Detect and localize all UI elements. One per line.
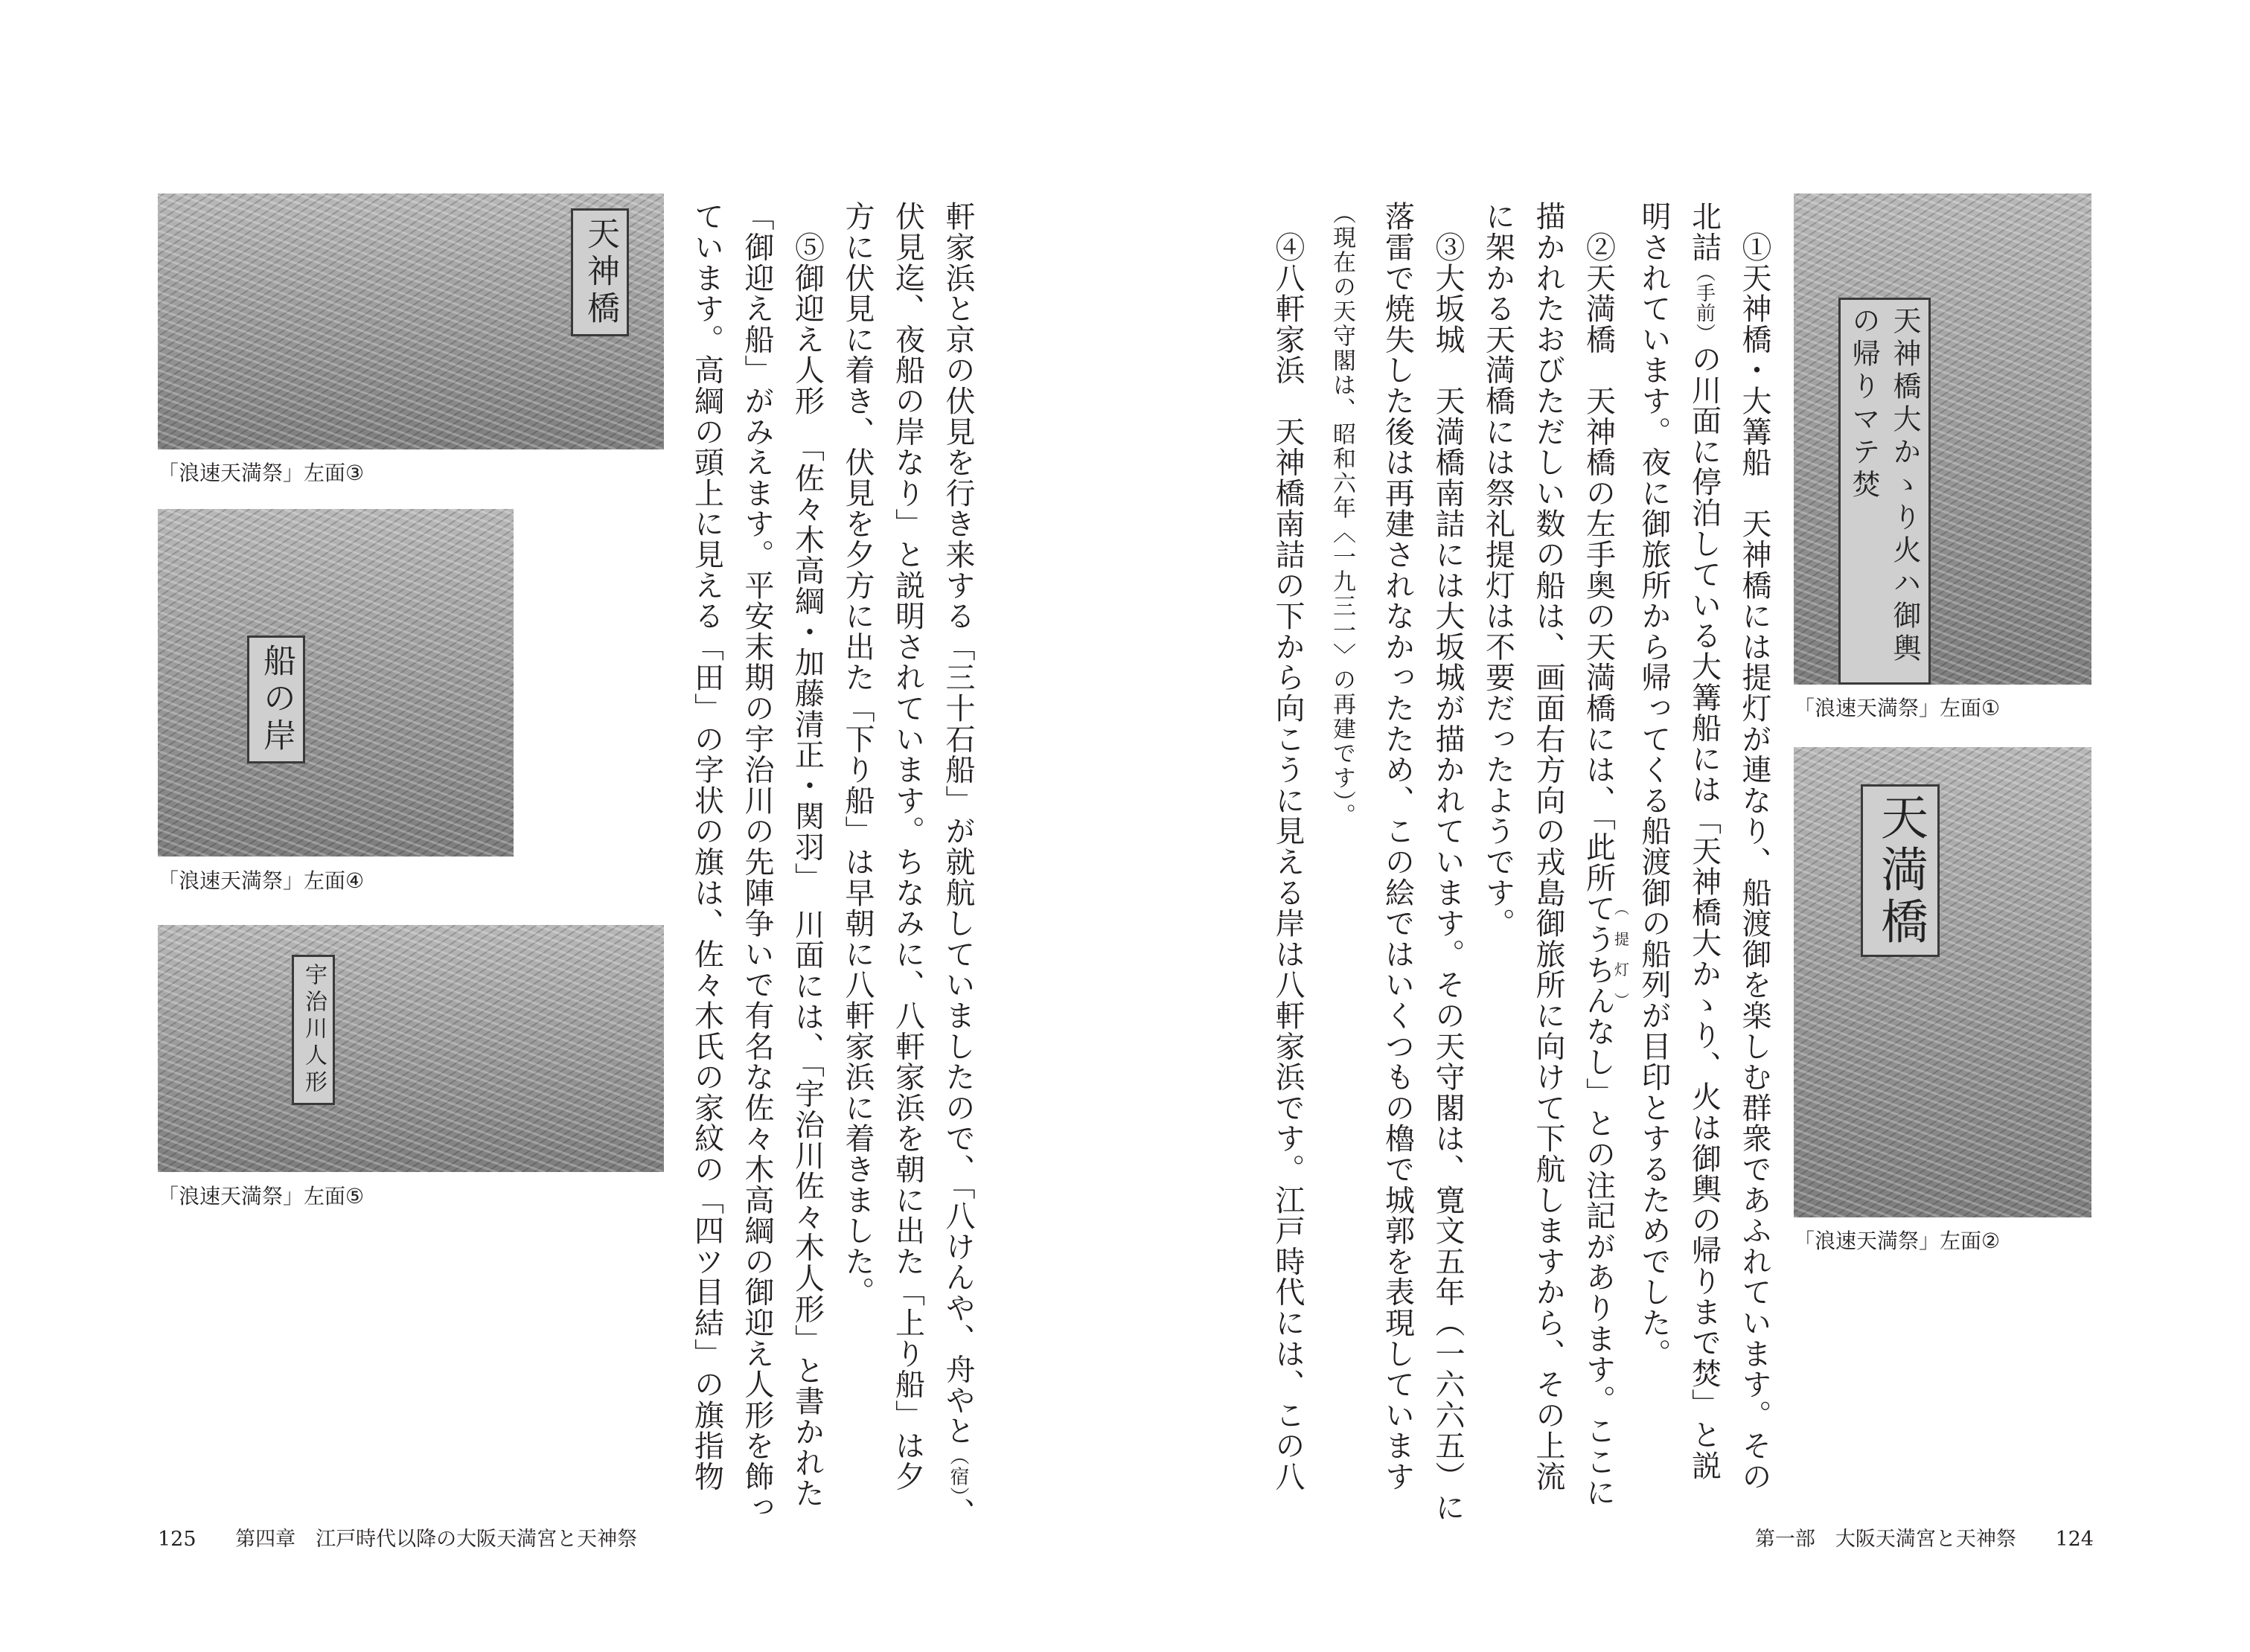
text-line: ⑤御迎え人形 「佐々木高綱・加藤清正・関羽」 川面には、「宇治川佐々木人形」と書かれた bbox=[790, 201, 825, 1509]
figure-sign-text: 船の岸 bbox=[247, 635, 305, 763]
figure-image-2 bbox=[1794, 747, 2091, 1217]
text-line: 明されています。夜に御旅所から帰ってくる船渡御の船列が目印とするためでした。 bbox=[1637, 201, 1671, 1369]
text-segment: 軒家浜と京の伏見を行き来する「三十石船」が就航していましたので、「八けんや、舟やと bbox=[941, 201, 975, 1447]
text-line: 落雷で焼失した後は再建されなかったため、この絵ではいくつもの櫓で城郭を表現しています bbox=[1380, 201, 1415, 1492]
text-line: 伏見迄、夜船の岸なり」と説明されています。ちなみに、八軒家浜を朝に出た「上り船」は夕 bbox=[890, 201, 925, 1492]
page-number: 124 bbox=[2055, 1528, 2094, 1551]
ruby-text: （提灯） bbox=[1611, 892, 1630, 1017]
chapter-title: 第四章 江戸時代以降の大阪天満宮と天神祭 bbox=[235, 1528, 638, 1551]
text-segment: の川面に停泊している大篝船には「天神橋大かゝり、火は御輿の帰りまで焚」と説 bbox=[1687, 343, 1722, 1481]
note-line: （現在の天守閣は、昭和六年〈一九三一〉の再建です）。 bbox=[1329, 201, 1355, 828]
text-line: ④八軒家浜 天神橋南詰の下から向こうに見える岸は八軒家浜です。江戸時代には、この八 bbox=[1271, 201, 1305, 1492]
page-number: 125 bbox=[158, 1528, 196, 1551]
figure-sign-text: 天神橋大かゝり火ハ御輿の帰りマテ焚 bbox=[1838, 298, 1931, 685]
figure-image-3 bbox=[158, 193, 664, 449]
text-line: に架かる天満橋には祭礼提灯は不要だったようです。 bbox=[1480, 201, 1515, 939]
text-segment: ②天満橋 天神橋の左手奥の天満橋には、「此所 bbox=[1581, 201, 1616, 893]
figure-sign-text: 天満橋 bbox=[1861, 784, 1940, 957]
text-segment: なし」との注記があります。ここに bbox=[1581, 1016, 1616, 1508]
part-title: 第一部 大阪天満宮と天神祭 bbox=[1754, 1528, 2016, 1551]
text-line: ています。高綱の頭上に見える「田」の字状の旗は、佐々木氏の家紋の「四ツ目結」の旗指物 bbox=[689, 201, 724, 1492]
figure-caption: 「浪速天満祭」左面① bbox=[1794, 696, 2001, 720]
figure-caption: 「浪速天満祭」左面⑤ bbox=[158, 1184, 365, 1208]
annotation: （手前） bbox=[1693, 262, 1716, 344]
text-line bbox=[1678, 201, 1729, 1499]
figure-image-1 bbox=[1794, 193, 2091, 685]
left-page-footer bbox=[158, 1523, 637, 1552]
figure-image-5 bbox=[158, 925, 664, 1172]
text-line: 方に伏見に着き、伏見を夕方に出た「下り船」は早朝に八軒家浜に着きました。 bbox=[840, 201, 875, 1307]
text-line: 「御迎え船」がみえます。平安末期の宇治川の先陣争いで有名な佐々木高綱の御迎え人形を飾っ bbox=[740, 201, 774, 1523]
annotation: （宿） bbox=[947, 1446, 969, 1498]
ruby-annotation bbox=[1581, 892, 1630, 1017]
figure-image-4 bbox=[158, 509, 514, 857]
figure-sign-text: 天神橋 bbox=[571, 208, 629, 336]
figure-caption: 「浪速天満祭」左面③ bbox=[158, 461, 365, 485]
right-page-footer bbox=[1755, 1523, 2094, 1552]
left-page-body-text bbox=[681, 201, 982, 1528]
figure-caption: 「浪速天満祭」左面④ bbox=[158, 868, 365, 893]
text-segment: 、 bbox=[941, 1497, 975, 1528]
ruby-base: てうちん bbox=[1581, 892, 1616, 1017]
text-line: 描かれたおびただしい数の船は、画面右方向の戎島御旅所に向けて下航しますから、その上流 bbox=[1531, 201, 1565, 1492]
text-segment: 北詰 bbox=[1687, 201, 1722, 263]
text-line: ③大坂城 天満橋南詰には大坂城が描かれています。その天守閣は、寛文五年（一六六五）に bbox=[1431, 201, 1465, 1523]
text-line bbox=[1573, 201, 1630, 1508]
right-page-body-text bbox=[1262, 201, 1780, 1523]
figure-caption: 「浪速天満祭」左面② bbox=[1794, 1229, 2001, 1253]
text-line: ①天神橋・大篝船 天神橋には提灯が連なり、船渡御を楽しむ群衆であふれています。その bbox=[1737, 201, 1771, 1492]
text-line bbox=[933, 201, 983, 1528]
figure-sign-text: 宇治川人形 bbox=[292, 955, 335, 1105]
